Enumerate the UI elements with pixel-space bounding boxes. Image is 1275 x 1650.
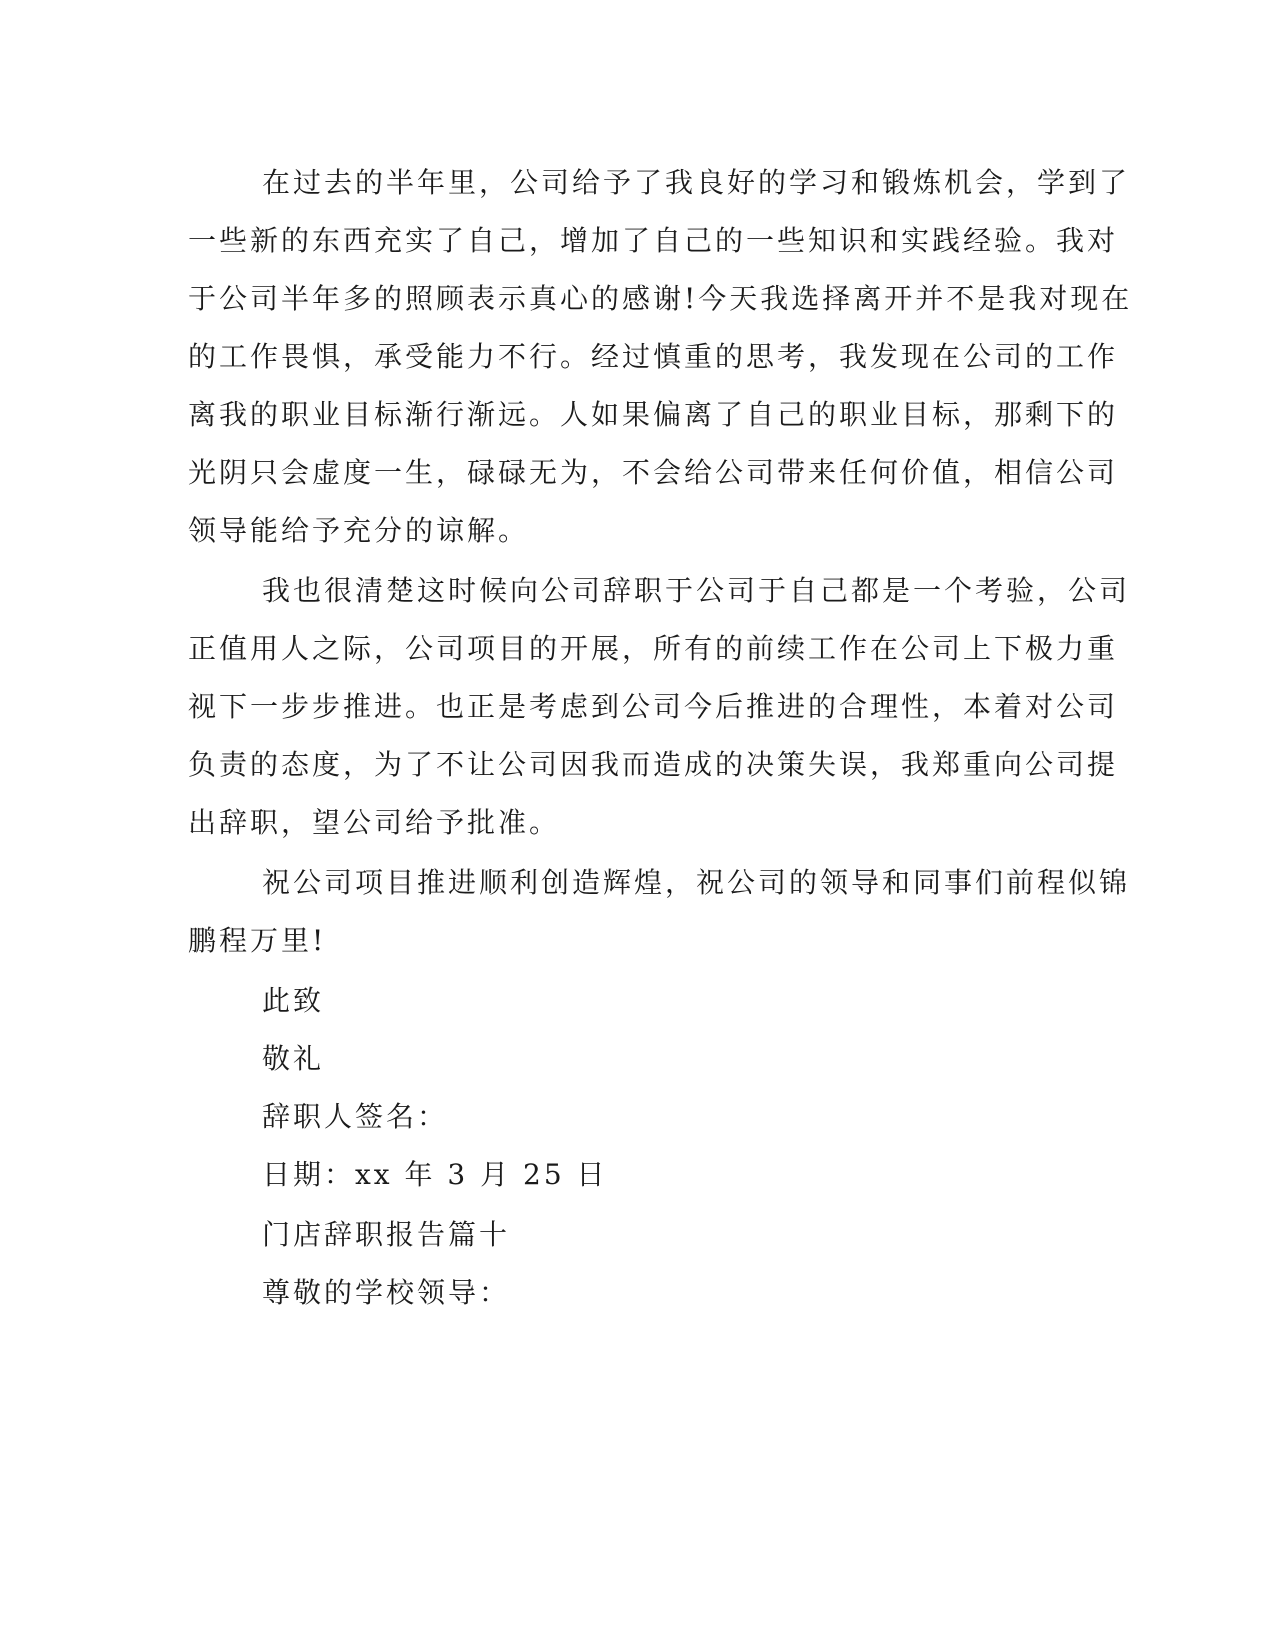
paragraph2-line-3: 视下一步步推进。也正是考虑到公司今后推进的合理性，本着对公司 [188,690,1119,723]
paragraph3-line-2: 鹏程万里! [188,924,327,957]
paragraph1-line-5: 离我的职业目标渐行渐远。人如果偏离了自己的职业目标，那剩下的 [188,398,1119,431]
paragraph3-line-1: 祝公司项目推进顺利创造辉煌，祝公司的领导和同事们前程似锦 [262,866,1131,899]
paragraph2-line-1: 我也很清楚这时候向公司辞职于公司于自己都是一个考验，公司 [262,574,1131,607]
section-title: 门店辞职报告篇十 [262,1218,511,1251]
paragraph2-line-5: 出辞职，望公司给予批准。 [188,806,561,839]
paragraph2-line-2: 正值用人之际，公司项目的开展，所有的前续工作在公司上下极力重 [188,632,1119,665]
greeting-line: 尊敬的学校领导： [262,1276,511,1309]
paragraph1-line-1: 在过去的半年里，公司给予了我良好的学习和锻炼机会，学到了 [262,166,1131,199]
salutation-ci-zhi: 此致 [262,984,325,1017]
paragraph1-line-6: 光阴只会虚度一生，碌碌无为，不会给公司带来任何价值，相信公司 [188,456,1119,489]
paragraph1-line-4: 的工作畏惧，承受能力不行。经过慎重的思考，我发现在公司的工作 [188,340,1119,373]
paragraph1-line-3: 于公司半年多的照顾表示真心的感谢!今天我选择离开并不是我对现在 [188,282,1133,315]
date-line: 日期：xx 年 3 月 25 日 [262,1158,608,1191]
signature-label: 辞职人签名： [262,1100,449,1133]
salutation-jing-li: 敬礼 [262,1042,325,1075]
paragraph2-line-4: 负责的态度，为了不让公司因我而造成的决策失误，我郑重向公司提 [188,748,1119,781]
paragraph1-line-2: 一些新的东西充实了自己，增加了自己的一些知识和实践经验。我对 [188,224,1119,257]
paragraph1-line-7: 领导能给予充分的谅解。 [188,514,530,547]
